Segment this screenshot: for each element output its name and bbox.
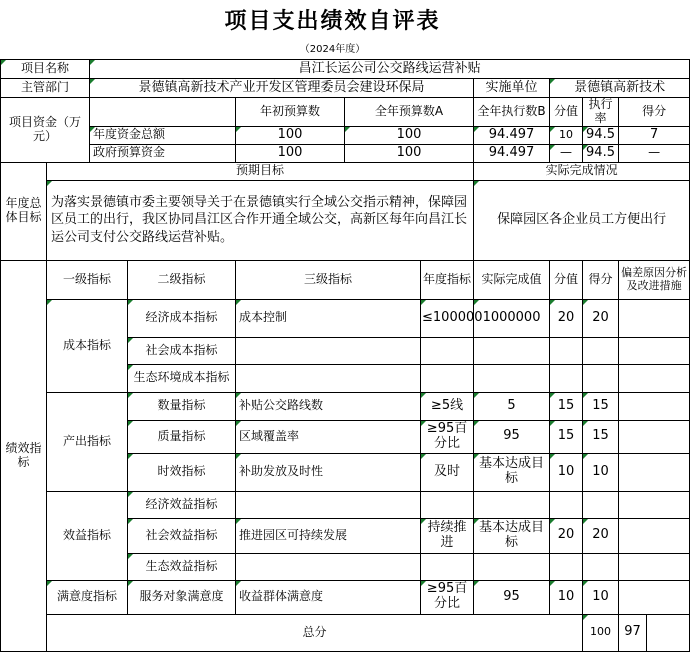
funds-header-full: 全年预算数A	[345, 98, 474, 127]
perf-l1: 效益指标	[47, 491, 128, 580]
total-score: 100	[583, 614, 619, 651]
perf-target: ≥95百分比	[421, 420, 474, 453]
perf-l3: 收益群体满意度	[236, 580, 421, 614]
funds-label: 项目资金（万元）	[1, 98, 90, 163]
perf-target: ≥5线	[421, 392, 474, 420]
perf-score: 10	[550, 580, 583, 614]
funds-row-initial: 100	[236, 126, 345, 144]
perf-header-reason: 偏差原因分析及改进措施	[619, 260, 690, 299]
perf-header-score: 分值	[550, 260, 583, 299]
funds-row	[1, 126, 690, 144]
perf-reason	[619, 580, 690, 614]
perf-reason	[619, 453, 690, 491]
perf-l1: 产出指标	[47, 392, 128, 491]
perf-l3: 区域覆盖率	[236, 420, 421, 453]
funds-row-full: 100	[345, 144, 474, 162]
perf-got: 15	[583, 420, 619, 453]
goals-header-row	[1, 162, 690, 180]
impl-value: 景德镇高新技术	[550, 79, 690, 98]
goals-expected-text: 为落实景德镇市委主要领导关于在景德镇实行全域公交指示精神，保障园区员工的出行，我区协同昌江区合作开通全域公交，高新区每年向昌江长运公司支付公交路线运营补贴。	[47, 180, 474, 260]
perf-row	[1, 580, 690, 614]
perf-l2: 数量指标	[128, 392, 236, 420]
perf-score: 10	[550, 453, 583, 491]
evaluation-table	[0, 59, 690, 652]
goals-actual-label: 实际完成情况	[474, 162, 690, 180]
funds-row-name: 政府预算资金	[90, 144, 236, 162]
perf-target: 持续推进	[421, 518, 474, 553]
perf-reason	[619, 299, 690, 337]
funds-header-rate: 执行率	[583, 98, 619, 127]
funds-row-full: 100	[345, 126, 474, 144]
funds-header-exec: 全年执行数B	[474, 98, 550, 127]
total-label: 总分	[47, 614, 583, 651]
funds-row-got: 7	[619, 126, 690, 144]
perf-score: 20	[550, 299, 583, 337]
perf-got: 20	[583, 299, 619, 337]
perf-got: 10	[583, 453, 619, 491]
perf-l2: 生态效益指标	[128, 553, 236, 580]
page-title: 项目支出绩效自评表	[224, 9, 441, 34]
perf-actual: 1000000	[474, 299, 550, 337]
impl-label: 实施单位	[474, 79, 550, 98]
funds-row-initial: 100	[236, 144, 345, 162]
perf-header-l2: 二级指标	[128, 260, 236, 299]
project-name-value: 昌江长运公司公交路线运营补贴	[90, 60, 690, 79]
perf-reason	[619, 518, 690, 553]
funds-row-exec: 94.497	[474, 144, 550, 162]
funds-row-exec: 94.497	[474, 126, 550, 144]
perf-actual: 5	[474, 392, 550, 420]
perf-header-got: 得分	[583, 260, 619, 299]
perf-l2: 社会成本指标	[128, 337, 236, 364]
total-row	[1, 614, 690, 651]
goals-expected-label: 预期目标	[47, 162, 474, 180]
dept-value: 景德镇高新技术产业开发区管理委员会建设环保局	[90, 79, 474, 98]
funds-row-rate: 94.5	[583, 144, 619, 162]
funds-header-got: 得分	[619, 98, 690, 127]
funds-row-rate: 94.5	[583, 126, 619, 144]
project-name-label: 项目名称	[1, 60, 90, 79]
perf-l2: 生态环境成本指标	[128, 364, 236, 392]
perf-target: ≤100000	[421, 299, 474, 337]
perf-header-actual: 实际完成值	[474, 260, 550, 299]
perf-l2: 质量指标	[128, 420, 236, 453]
perf-label: 绩效指标	[1, 260, 47, 651]
funds-header-score: 分值	[550, 98, 583, 127]
perf-score: 15	[550, 392, 583, 420]
perf-header-target: 年度指标	[421, 260, 474, 299]
funds-header-initial: 年初预算数	[236, 98, 345, 127]
perf-target: 及时	[421, 453, 474, 491]
perf-l1: 满意度指标	[47, 580, 128, 614]
perf-l3: 补助发放及时性	[236, 453, 421, 491]
perf-actual: 基本达成目标	[474, 453, 550, 491]
dept-row	[1, 79, 690, 98]
perf-actual: 95	[474, 420, 550, 453]
funds-row-name: 年度资金总额	[90, 126, 236, 144]
project-row	[1, 60, 690, 79]
perf-l2: 服务对象满意度	[128, 580, 236, 614]
perf-target: ≥95百分比	[421, 580, 474, 614]
perf-l2: 经济效益指标	[128, 491, 236, 518]
perf-got: 10	[583, 580, 619, 614]
perf-header-l1: 一级指标	[47, 260, 128, 299]
perf-got: 20	[583, 518, 619, 553]
perf-l2: 经济成本指标	[128, 299, 236, 337]
perf-row	[1, 299, 690, 337]
total-got: 97	[619, 614, 647, 651]
funds-row-got: —	[619, 144, 690, 162]
year-label: （2024年度）	[299, 44, 366, 55]
perf-row	[1, 491, 690, 518]
perf-got: 15	[583, 392, 619, 420]
goals-content-row	[1, 180, 690, 260]
goals-actual-text: 保障园区各企业员工方便出行	[474, 180, 690, 260]
perf-reason	[619, 420, 690, 453]
perf-header-l3: 三级指标	[236, 260, 421, 299]
perf-score: 20	[550, 518, 583, 553]
perf-l1: 成本指标	[47, 299, 128, 392]
perf-l2: 社会效益指标	[128, 518, 236, 553]
perf-score: 15	[550, 420, 583, 453]
perf-l2: 时效指标	[128, 453, 236, 491]
perf-actual: 基本达成目标	[474, 518, 550, 553]
perf-l3: 补贴公交路线数	[236, 392, 421, 420]
perf-reason	[619, 392, 690, 420]
perf-row	[1, 392, 690, 420]
perf-header-row	[1, 260, 690, 299]
funds-row-score: —	[550, 144, 583, 162]
perf-l3: 成本控制	[236, 299, 421, 337]
dept-label: 主管部门	[1, 79, 90, 98]
funds-row	[1, 144, 690, 162]
goals-label: 年度总体目标	[1, 162, 47, 260]
perf-actual: 95	[474, 580, 550, 614]
funds-row-score: 10	[550, 126, 583, 144]
funds-header-row	[1, 98, 690, 127]
perf-l3: 推进园区可持续发展	[236, 518, 421, 553]
